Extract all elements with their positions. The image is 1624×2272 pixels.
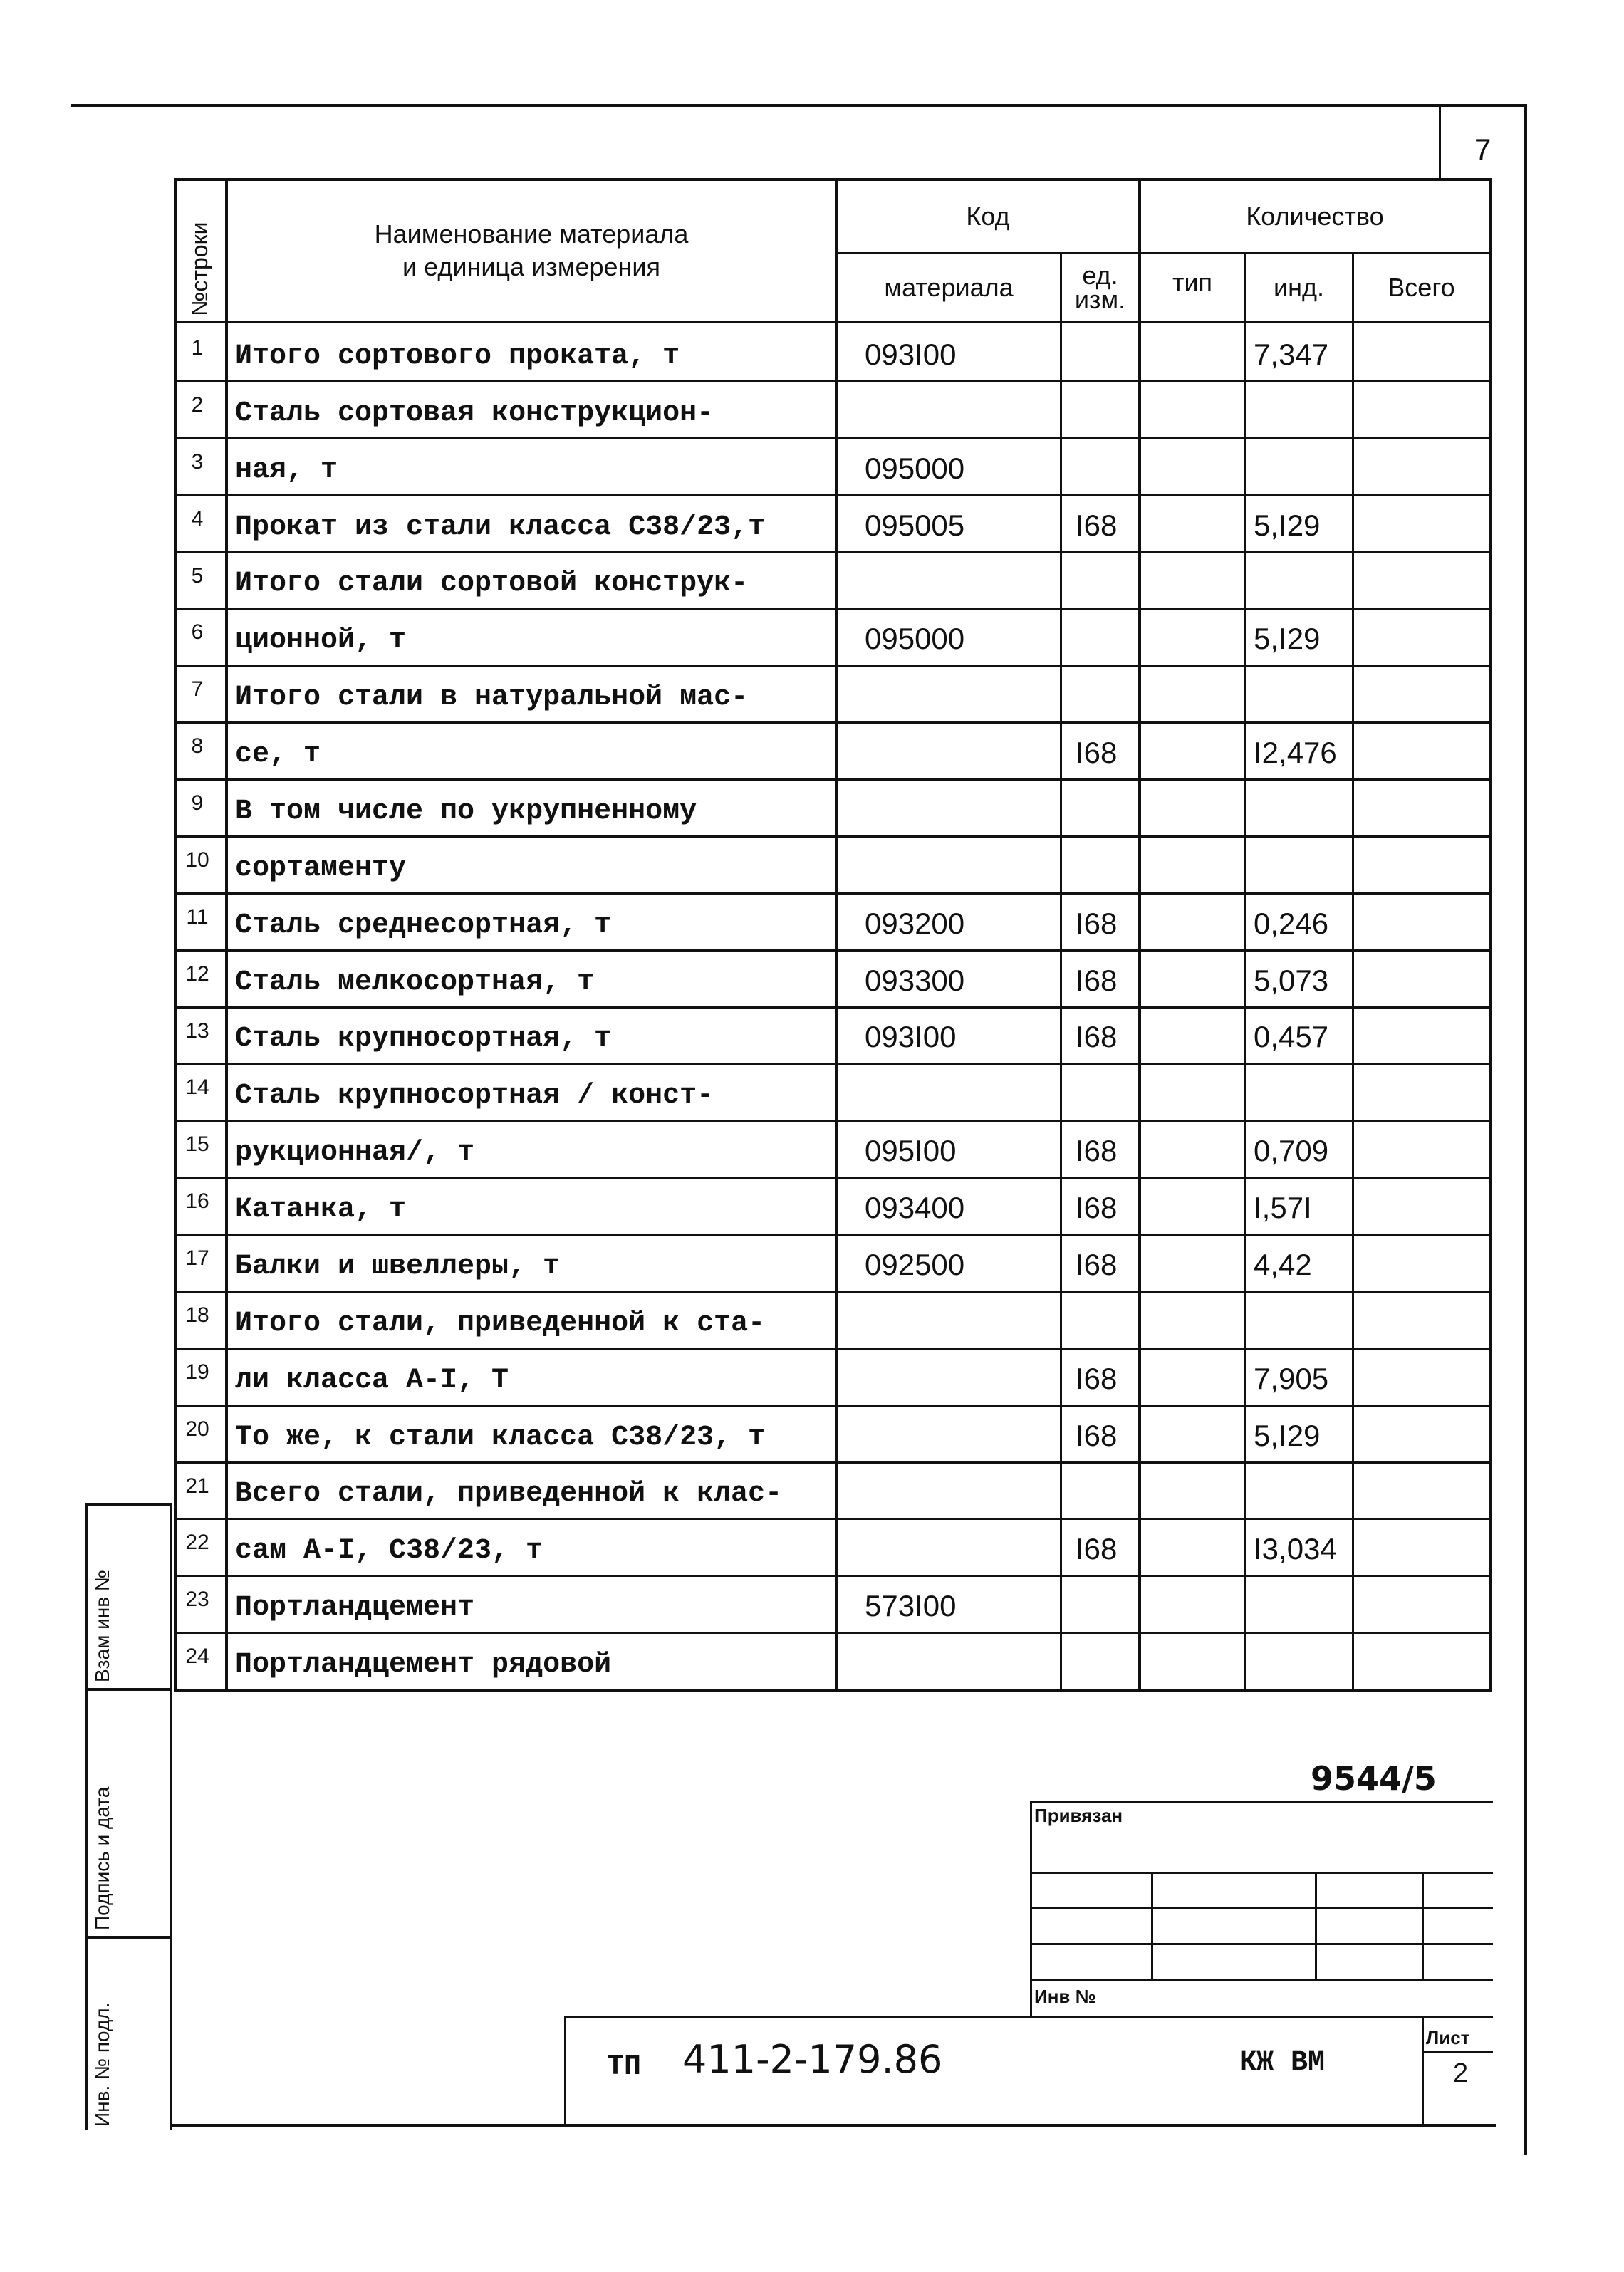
table-row [177, 1575, 1489, 1632]
table-row [177, 835, 1489, 892]
row-unit: I68 [1076, 1020, 1118, 1054]
row-number: 20 [185, 1417, 209, 1441]
row-name: ная, т [235, 454, 338, 486]
side-stamp-right [170, 1503, 172, 2130]
row-number: 17 [185, 1246, 209, 1270]
row-divider [177, 1006, 1489, 1009]
row-code: 093300 [865, 963, 965, 997]
row-ind: 4,42 [1254, 1247, 1312, 1281]
row-divider [177, 551, 1489, 553]
stamp-number: 9544/5 [1311, 1759, 1437, 1798]
doc-mark: КЖ ВМ [1239, 2047, 1326, 2079]
row-name: Итого стали в натуральной мас- [235, 682, 749, 714]
row-ind: I,57I [1254, 1191, 1312, 1224]
side-stamp-left [85, 1503, 88, 2130]
header-code: Код [966, 202, 1010, 231]
privyazan-inv-label: Инв № [1034, 1986, 1096, 2007]
row-number: 13 [185, 1018, 209, 1043]
privyazan-top [1030, 1801, 1493, 1803]
privyazan-line-4 [1030, 1979, 1493, 1981]
row-name: Портландцемент рядовой [235, 1649, 612, 1681]
row-name: се, т [235, 739, 321, 771]
row-name: Сталь мелкосортная, т [235, 966, 595, 999]
table-row [177, 323, 1489, 380]
row-number: 5 [191, 563, 204, 588]
row-ind: 0,457 [1254, 1020, 1329, 1054]
header-total: Всего [1388, 272, 1455, 302]
row-name: Итого стали, приведенной к ста- [235, 1307, 766, 1340]
row-number: 22 [185, 1531, 209, 1555]
row-divider [177, 494, 1489, 496]
row-divider [177, 1518, 1489, 1520]
row-name: Всего стали, приведенной к клас- [235, 1478, 783, 1511]
sheet-label: Лист [1426, 2027, 1470, 2048]
table-row [177, 1518, 1489, 1575]
row-name: Итого стали сортовой конструк- [235, 568, 749, 600]
privyazan-vline-3 [1422, 1872, 1424, 1979]
row-divider [177, 1120, 1489, 1122]
row-unit: I68 [1076, 1532, 1118, 1566]
row-name: ционной, т [235, 625, 407, 657]
table-row [177, 1348, 1489, 1405]
row-unit: I68 [1076, 1247, 1118, 1281]
row-number: 19 [185, 1360, 209, 1384]
row-name: рукционная/, т [235, 1137, 475, 1169]
doc-number: 411-2-179.86 [682, 2037, 943, 2082]
row-divider [177, 1575, 1489, 1577]
row-name: Сталь крупносортная / конст- [235, 1080, 714, 1112]
row-name: ли класса А-I, Т [235, 1364, 509, 1397]
row-code: 093400 [865, 1191, 965, 1224]
row-name: Прокат из стали класса С38/23,т [235, 511, 766, 543]
row-code: 573I00 [865, 1589, 957, 1623]
row-number: 9 [191, 791, 204, 815]
row-divider [177, 1405, 1489, 1407]
row-code: 095000 [865, 622, 965, 656]
row-name: Портландцемент [235, 1592, 475, 1625]
row-ind: 0,246 [1254, 906, 1329, 940]
row-number: 1 [191, 336, 204, 360]
table-row [177, 1234, 1489, 1291]
row-number: 6 [191, 620, 204, 645]
row-code: 095000 [865, 451, 965, 485]
row-divider [177, 1234, 1489, 1236]
table-row [177, 1405, 1489, 1461]
row-unit: I68 [1076, 1134, 1118, 1168]
row-divider [177, 608, 1489, 610]
row-divider [177, 778, 1489, 781]
title-block-left [564, 2016, 566, 2125]
row-ind: 5,I29 [1254, 622, 1321, 656]
row-name: Сталь сортовая конструкцион- [235, 397, 714, 429]
table-row [177, 551, 1489, 608]
row-divider [177, 1291, 1489, 1293]
row-divider [177, 1461, 1489, 1464]
table-row [177, 437, 1489, 494]
row-ind: 7,347 [1254, 337, 1329, 371]
row-divider [177, 380, 1489, 382]
side-stamp-div1 [85, 1688, 171, 1691]
row-divider [177, 1177, 1489, 1179]
row-divider [177, 835, 1489, 838]
row-name: Сталь крупносортная, т [235, 1023, 612, 1056]
table-row [177, 949, 1489, 1006]
row-unit: I68 [1076, 963, 1118, 997]
row-number: 7 [191, 677, 204, 702]
stamp-top-line [177, 1689, 1489, 1692]
header-row-no: №строки [187, 222, 212, 316]
row-ind: 5,073 [1254, 963, 1329, 997]
row-unit: I68 [1076, 906, 1118, 940]
row-number: 16 [185, 1189, 209, 1214]
row-number: 2 [191, 392, 204, 417]
privyazan-vline-1 [1151, 1872, 1153, 1979]
row-code: 095I00 [865, 1134, 957, 1168]
row-unit: I68 [1076, 508, 1118, 542]
header-name: Наименование материала и единица измерения [374, 219, 689, 281]
privyazan-label: Привязан [1034, 1805, 1123, 1826]
table-row [177, 1461, 1489, 1518]
table-row [177, 380, 1489, 437]
sheet-value: 2 [1453, 2058, 1469, 2088]
header-unit: ед. изм. [1074, 260, 1126, 314]
page-number: 7 [1474, 132, 1492, 166]
table-row [177, 1063, 1489, 1120]
row-ind: I3,034 [1254, 1532, 1337, 1566]
table-row [177, 1120, 1489, 1177]
row-name: Катанка, т [235, 1194, 407, 1226]
sheet-box-left [1422, 2016, 1424, 2125]
row-divider [177, 1063, 1489, 1065]
side-stamp-sign-date: Подпись и дата [91, 1786, 113, 1930]
doc-code: ТП [607, 2051, 642, 2083]
row-number: 24 [185, 1645, 209, 1669]
row-divider [177, 721, 1489, 724]
header-quantity: Количество [1246, 202, 1384, 231]
row-unit: I68 [1076, 1418, 1118, 1452]
title-block-top [564, 2016, 1493, 2018]
row-code: 093200 [865, 906, 965, 940]
row-divider [177, 1632, 1489, 1634]
page-number-divider [1439, 104, 1441, 179]
row-unit: I68 [1076, 736, 1118, 769]
row-name: Итого сортового проката, т [235, 340, 680, 372]
row-number: 18 [185, 1303, 209, 1327]
table-row [177, 721, 1489, 778]
row-ind: 5,I29 [1254, 508, 1321, 542]
row-name: Балки и швеллеры, т [235, 1250, 561, 1283]
row-number: 21 [185, 1474, 209, 1498]
sheet-box-mid [1422, 2051, 1493, 2053]
row-number: 11 [186, 905, 209, 929]
row-number: 23 [185, 1588, 209, 1612]
materials-table [174, 178, 1492, 1692]
side-stamp-div2 [85, 1936, 171, 1939]
side-stamp-top [85, 1503, 171, 1506]
row-name: Сталь среднесортная, т [235, 909, 612, 942]
row-unit: I68 [1076, 1361, 1118, 1395]
table-row [177, 1006, 1489, 1063]
row-code: 095005 [865, 508, 965, 542]
row-unit: I68 [1076, 1191, 1118, 1224]
table-row [177, 494, 1489, 551]
row-name: сортаменту [235, 852, 407, 885]
table-row [177, 1632, 1489, 1689]
row-name: То же, к стали класса С38/23, т [235, 1421, 766, 1454]
side-stamp-inv-no: Инв. № подл. [91, 2002, 113, 2127]
row-divider [177, 665, 1489, 667]
header-ind: инд. [1274, 272, 1324, 302]
table-row [177, 608, 1489, 665]
table-row [177, 1177, 1489, 1234]
row-number: 8 [191, 734, 204, 759]
table-row [177, 1291, 1489, 1348]
row-code: 092500 [865, 1247, 965, 1281]
row-number: 14 [185, 1075, 209, 1100]
privyazan-vline-2 [1315, 1872, 1317, 1979]
row-divider [177, 437, 1489, 439]
row-code: 093I00 [865, 337, 957, 371]
table-row [177, 778, 1489, 835]
row-number: 3 [191, 449, 204, 474]
row-divider [177, 1348, 1489, 1350]
row-name: В том числе по укрупненному [235, 795, 697, 828]
side-stamp-vzam: Взам инв № [91, 1570, 113, 1682]
row-ind: 0,709 [1254, 1134, 1329, 1168]
row-number: 15 [185, 1132, 209, 1157]
right-border-line [1524, 104, 1527, 2155]
row-number: 12 [185, 962, 209, 986]
row-ind: 7,905 [1254, 1361, 1329, 1395]
row-number: 10 [185, 848, 209, 872]
top-border-line [71, 104, 1527, 107]
row-code: 093I00 [865, 1020, 957, 1054]
bottom-border-line [171, 2124, 1496, 2127]
row-number: 4 [191, 506, 204, 531]
row-divider [177, 949, 1489, 952]
table-row [177, 665, 1489, 721]
header-material: материала [884, 272, 1014, 302]
row-ind: I2,476 [1254, 736, 1337, 769]
row-ind: 5,I29 [1254, 1418, 1321, 1452]
table-row [177, 892, 1489, 949]
header-type: тип [1172, 268, 1213, 297]
row-name: сам А-I, С38/23, т [235, 1535, 543, 1568]
row-divider [177, 892, 1489, 895]
